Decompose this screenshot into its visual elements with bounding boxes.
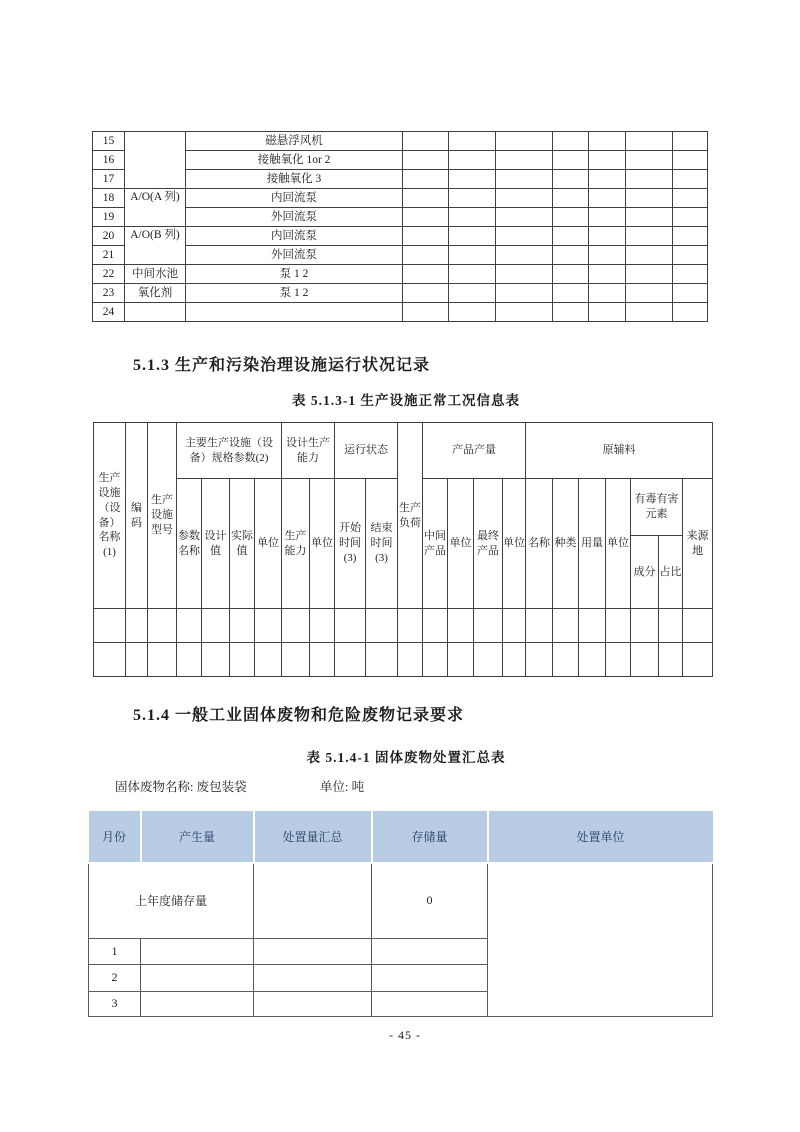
empty-cell — [94, 643, 126, 677]
empty-cell — [496, 170, 553, 189]
empty-cell — [255, 643, 282, 677]
empty-cell — [254, 938, 372, 964]
empty-cell — [496, 284, 553, 303]
header-unit: 单位 — [606, 479, 631, 609]
empty-cell — [366, 643, 398, 677]
empty-cell — [254, 964, 372, 991]
empty-cell — [526, 643, 553, 677]
empty-cell — [673, 303, 708, 322]
empty-cell — [496, 151, 553, 170]
empty-cell — [553, 265, 589, 284]
empty-cell — [553, 643, 579, 677]
equipment-name — [186, 303, 403, 322]
header-facility-name: 生产设施（设备）名称(1) — [94, 423, 126, 609]
equipment-name: 接触氧化 3 — [186, 170, 403, 189]
empty-cell — [526, 609, 553, 643]
empty-cell — [202, 609, 230, 643]
row-number: 24 — [93, 303, 125, 322]
page-number: - 45 - — [389, 1028, 421, 1042]
table-row — [93, 170, 708, 189]
row-number: 21 — [93, 246, 125, 265]
empty-cell — [141, 938, 254, 964]
empty-cell — [449, 284, 496, 303]
header-storage-amount: 存储量 — [372, 811, 488, 863]
row-number: 23 — [93, 284, 125, 303]
empty-cell — [403, 189, 449, 208]
empty-cell — [372, 991, 488, 1016]
empty-cell — [626, 132, 673, 151]
empty-cell — [553, 284, 589, 303]
header-unit: 单位 — [448, 479, 474, 609]
empty-cell — [631, 643, 659, 677]
empty-cell — [553, 609, 579, 643]
equipment-name: 外回流泵 — [186, 208, 403, 227]
header-row-groups — [94, 423, 713, 479]
row-number: 17 — [93, 170, 125, 189]
empty-cell — [335, 643, 366, 677]
empty-cell — [148, 643, 177, 677]
empty-cell — [659, 643, 683, 677]
header-product-group: 产品产量 — [423, 423, 526, 479]
empty-cell — [673, 189, 708, 208]
header-design-value: 设计值 — [202, 479, 230, 609]
header-param-name: 参数名称 — [177, 479, 202, 609]
empty-cell — [553, 151, 589, 170]
empty-cell — [254, 863, 372, 938]
empty-cell — [449, 227, 496, 246]
table-row — [93, 132, 708, 151]
equipment-group-cell: 氧化剂 — [125, 284, 186, 303]
empty-cell — [148, 609, 177, 643]
empty-cell — [673, 284, 708, 303]
empty-cell — [673, 151, 708, 170]
unit-label: 单位: 吨 — [320, 780, 365, 794]
empty-cell — [449, 303, 496, 322]
empty-cell — [589, 284, 626, 303]
empty-cell — [372, 964, 488, 991]
empty-cell — [589, 303, 626, 322]
empty-cell — [403, 303, 449, 322]
empty-cell — [403, 284, 449, 303]
empty-cell — [626, 170, 673, 189]
table-row — [94, 609, 713, 643]
empty-cell — [589, 265, 626, 284]
empty-cell — [553, 208, 589, 227]
month-number: 1 — [89, 938, 141, 964]
header-material-amount: 用量 — [579, 479, 606, 609]
header-disposal-total: 处置量汇总 — [254, 811, 372, 863]
row-number: 22 — [93, 265, 125, 284]
empty-cell — [589, 151, 626, 170]
prev-year-storage-value: 0 — [372, 863, 488, 938]
empty-cell — [423, 609, 448, 643]
header-material-name: 名称 — [526, 479, 553, 609]
equipment-name: 内回流泵 — [186, 189, 403, 208]
empty-cell — [126, 643, 148, 677]
row-number: 19 — [93, 208, 125, 227]
table-row — [93, 208, 708, 227]
empty-cell — [255, 609, 282, 643]
equipment-group-cell — [125, 303, 186, 322]
empty-cell — [673, 170, 708, 189]
table-row — [93, 189, 708, 208]
empty-cell — [398, 643, 423, 677]
empty-cell — [673, 227, 708, 246]
table-row — [93, 246, 708, 265]
empty-cell — [626, 151, 673, 170]
row-number: 18 — [93, 189, 125, 208]
table-caption-514-1: 表 5.1.4-1 固体废物处置汇总表 — [306, 750, 506, 765]
header-start-time: 开始时间(3) — [335, 479, 366, 609]
empty-cell — [579, 609, 606, 643]
empty-cell — [553, 132, 589, 151]
empty-cell — [606, 643, 631, 677]
row-number: 15 — [93, 132, 125, 151]
header-end-time: 结束时间(3) — [366, 479, 398, 609]
header-toxic-composition: 成分 — [631, 536, 659, 609]
empty-cell — [449, 132, 496, 151]
empty-cell — [626, 303, 673, 322]
empty-cell — [553, 227, 589, 246]
table-row — [93, 284, 708, 303]
production-facility-info-table — [93, 422, 713, 677]
header-actual-value: 实际值 — [230, 479, 255, 609]
empty-cell — [626, 208, 673, 227]
header-mid-product: 中间产品 — [423, 479, 448, 609]
header-material-type: 种类 — [553, 479, 579, 609]
table-row — [93, 265, 708, 284]
header-unit: 单位 — [310, 479, 335, 609]
empty-cell — [496, 208, 553, 227]
empty-cell — [177, 643, 202, 677]
empty-cell — [403, 246, 449, 265]
empty-cell — [626, 246, 673, 265]
table-row — [93, 151, 708, 170]
header-disposal-unit: 处置单位 — [488, 811, 713, 863]
empty-cell — [496, 265, 553, 284]
empty-cell — [282, 609, 310, 643]
header-toxic-group: 有毒有害元素 — [631, 479, 683, 536]
empty-cell — [496, 303, 553, 322]
header-spec-group: 主要生产设施（设备）规格参数(2) — [177, 423, 282, 479]
empty-cell — [673, 246, 708, 265]
table-row — [93, 303, 708, 322]
equipment-continuation-table — [92, 131, 708, 322]
empty-cell — [626, 189, 673, 208]
empty-cell — [230, 609, 255, 643]
row-number: 20 — [93, 227, 125, 246]
header-material-group: 原辅料 — [526, 423, 713, 479]
equipment-name: 泵 1 2 — [186, 265, 403, 284]
empty-cell — [659, 609, 683, 643]
empty-cell — [553, 170, 589, 189]
header-model: 生产设施型号 — [148, 423, 177, 609]
empty-cell — [683, 609, 713, 643]
equipment-name: 泵 1 2 — [186, 284, 403, 303]
empty-cell — [366, 609, 398, 643]
header-row — [89, 811, 713, 863]
empty-cell — [403, 170, 449, 189]
header-capacity-group: 设计生产能力 — [282, 423, 335, 479]
empty-cell — [673, 132, 708, 151]
equipment-group-cell: A/O(B 列) — [125, 227, 186, 265]
empty-cell — [589, 189, 626, 208]
empty-cell — [254, 991, 372, 1016]
header-final-product: 最终产品 — [474, 479, 503, 609]
empty-cell — [335, 609, 366, 643]
empty-cell — [449, 189, 496, 208]
empty-cell — [496, 189, 553, 208]
header-status-group: 运行状态 — [335, 423, 398, 479]
empty-cell — [403, 132, 449, 151]
empty-cell — [606, 609, 631, 643]
header-code: 编码 — [126, 423, 148, 609]
empty-cell — [448, 643, 474, 677]
empty-cell — [496, 227, 553, 246]
header-unit: 单位 — [503, 479, 526, 609]
empty-cell — [626, 265, 673, 284]
header-generated-amount: 产生量 — [141, 811, 254, 863]
empty-cell — [626, 227, 673, 246]
month-number: 3 — [89, 991, 141, 1016]
empty-cell — [282, 643, 310, 677]
empty-cell — [589, 170, 626, 189]
empty-cell — [202, 643, 230, 677]
empty-cell — [631, 609, 659, 643]
equipment-name: 磁悬浮风机 — [186, 132, 403, 151]
header-unit: 单位 — [255, 479, 282, 609]
table-row — [94, 643, 713, 677]
header-month: 月份 — [89, 811, 141, 863]
header-load: 生产负荷 — [398, 423, 423, 609]
empty-cell — [553, 189, 589, 208]
empty-cell — [589, 208, 626, 227]
empty-cell — [449, 265, 496, 284]
empty-cell — [177, 609, 202, 643]
empty-cell — [141, 991, 254, 1016]
empty-cell — [496, 246, 553, 265]
empty-cell — [589, 132, 626, 151]
empty-cell — [553, 246, 589, 265]
empty-cell — [449, 170, 496, 189]
empty-cell — [403, 227, 449, 246]
equipment-group-cell — [125, 132, 186, 189]
header-origin: 来源地 — [683, 479, 713, 609]
empty-cell — [372, 938, 488, 964]
month-number: 2 — [89, 964, 141, 991]
empty-cell — [403, 265, 449, 284]
prev-year-storage-label: 上年度储存量 — [89, 863, 254, 938]
table-caption-513-1: 表 5.1.3-1 生产设施正常工况信息表 — [292, 393, 520, 408]
empty-cell — [94, 609, 126, 643]
empty-cell — [403, 208, 449, 227]
empty-cell — [141, 964, 254, 991]
empty-cell — [496, 132, 553, 151]
empty-cell — [449, 151, 496, 170]
equipment-group-cell: A/O(A 列) — [125, 189, 186, 227]
empty-cell — [310, 609, 335, 643]
row-number: 16 — [93, 151, 125, 170]
empty-cell — [683, 643, 713, 677]
empty-cell — [589, 246, 626, 265]
prev-year-row — [89, 863, 713, 938]
empty-cell — [230, 643, 255, 677]
equipment-name: 接触氧化 1or 2 — [186, 151, 403, 170]
empty-cell — [673, 265, 708, 284]
equipment-name: 外回流泵 — [186, 246, 403, 265]
empty-cell — [626, 284, 673, 303]
section-heading-514: 5.1.4 一般工业固体废物和危险废物记录要求 — [133, 707, 465, 724]
disposal-unit-merged-cell — [488, 863, 713, 1016]
empty-cell — [503, 643, 526, 677]
waste-name-label: 固体废物名称: 废包装袋 — [115, 780, 247, 794]
empty-cell — [449, 246, 496, 265]
empty-cell — [589, 227, 626, 246]
section-heading-513: 5.1.3 生产和污染治理设施运行状况记录 — [133, 357, 431, 374]
solid-waste-summary-table — [88, 811, 713, 1017]
empty-cell — [579, 643, 606, 677]
empty-cell — [403, 151, 449, 170]
empty-cell — [398, 609, 423, 643]
empty-cell — [553, 303, 589, 322]
empty-cell — [423, 643, 448, 677]
equipment-group-cell: 中间水池 — [125, 265, 186, 284]
empty-cell — [474, 609, 503, 643]
empty-cell — [448, 609, 474, 643]
empty-cell — [673, 208, 708, 227]
empty-cell — [310, 643, 335, 677]
equipment-name: 内回流泵 — [186, 227, 403, 246]
empty-cell — [503, 609, 526, 643]
empty-cell — [449, 208, 496, 227]
header-capacity: 生产能力 — [282, 479, 310, 609]
table-row — [93, 227, 708, 246]
empty-cell — [126, 609, 148, 643]
header-toxic-ratio: 占比 — [659, 536, 683, 609]
empty-cell — [474, 643, 503, 677]
